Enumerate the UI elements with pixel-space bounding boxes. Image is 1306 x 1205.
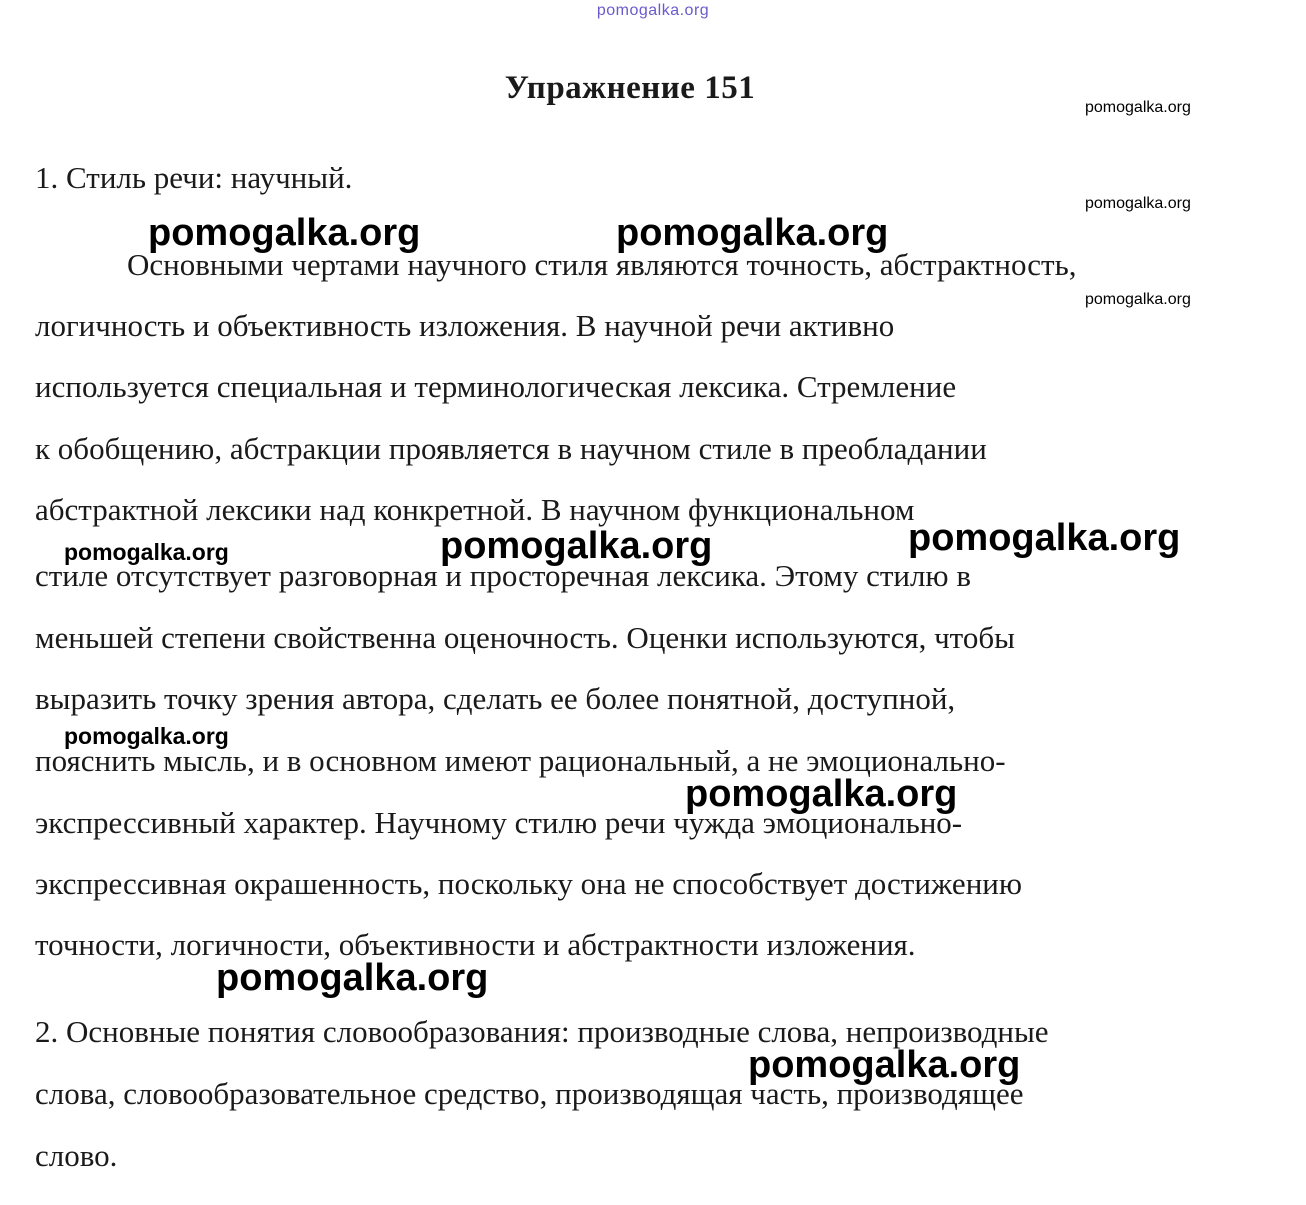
- text-line-7: стиле отсутствует разговорная и просторечная лексика. Этому стилю в: [35, 558, 971, 593]
- watermark: pomogalka.org: [148, 212, 421, 254]
- text-line-4: используется специальная и терминологическая лексика. Стремление: [35, 369, 957, 404]
- watermark: pomogalka.org: [748, 1044, 1021, 1086]
- watermark: pomogalka.org: [64, 723, 229, 749]
- text-line-2: Основными чертами научного стиля являются точность, абстрактность,: [127, 247, 1077, 282]
- text-line-6: абстрактной лексики над конкретной. В научном функциональном: [35, 492, 915, 527]
- text-line-5: к обобщению, абстракции проявляется в научном стиле в преобладании: [35, 431, 987, 466]
- watermark: pomogalka.org: [616, 212, 889, 254]
- text-line-12: экспрессивная окрашенность, поскольку она не способствует достижению: [35, 866, 1023, 901]
- text-line-13: точности, логичности, объективности и абстрактности изложения.: [35, 927, 916, 962]
- text-line-16: слово.: [35, 1138, 118, 1173]
- text-line-3: логичность и объективность изложения. В научной речи активно: [35, 308, 895, 343]
- watermark: pomogalka.org: [1085, 195, 1191, 212]
- site-link[interactable]: pomogalka.org: [596, 2, 710, 19]
- watermark: pomogalka.org: [1085, 99, 1191, 116]
- watermark: pomogalka.org: [64, 539, 229, 565]
- watermark: pomogalka.org: [1085, 291, 1191, 308]
- text-line-8: меньшей степени свойственна оценочность. Оценки используются, чтобы: [35, 620, 1015, 655]
- watermark: pomogalka.org: [908, 517, 1181, 559]
- page-title: Упражнение 151: [504, 70, 756, 106]
- text-line-14: 2. Основные понятия словообразования: производные слова, непроизводные: [35, 1014, 1049, 1049]
- text-line-11: экспрессивный характер. Научному стилю речи чужда эмоционально-: [35, 805, 963, 840]
- text-line-15: слова, словообразовательное средство, производящая часть, производящее: [35, 1076, 1024, 1111]
- text-line-1: 1. Стиль речи: научный.: [35, 160, 353, 195]
- text-line-10: пояснить мысль, и в основном имеют рациональный, а не эмоционально-: [35, 743, 1006, 778]
- text-line-9: выразить точку зрения автора, сделать ее более понятной, доступной,: [35, 681, 956, 716]
- watermark: pomogalka.org: [440, 525, 713, 567]
- watermark: pomogalka.org: [685, 773, 958, 815]
- watermark: pomogalka.org: [216, 957, 489, 999]
